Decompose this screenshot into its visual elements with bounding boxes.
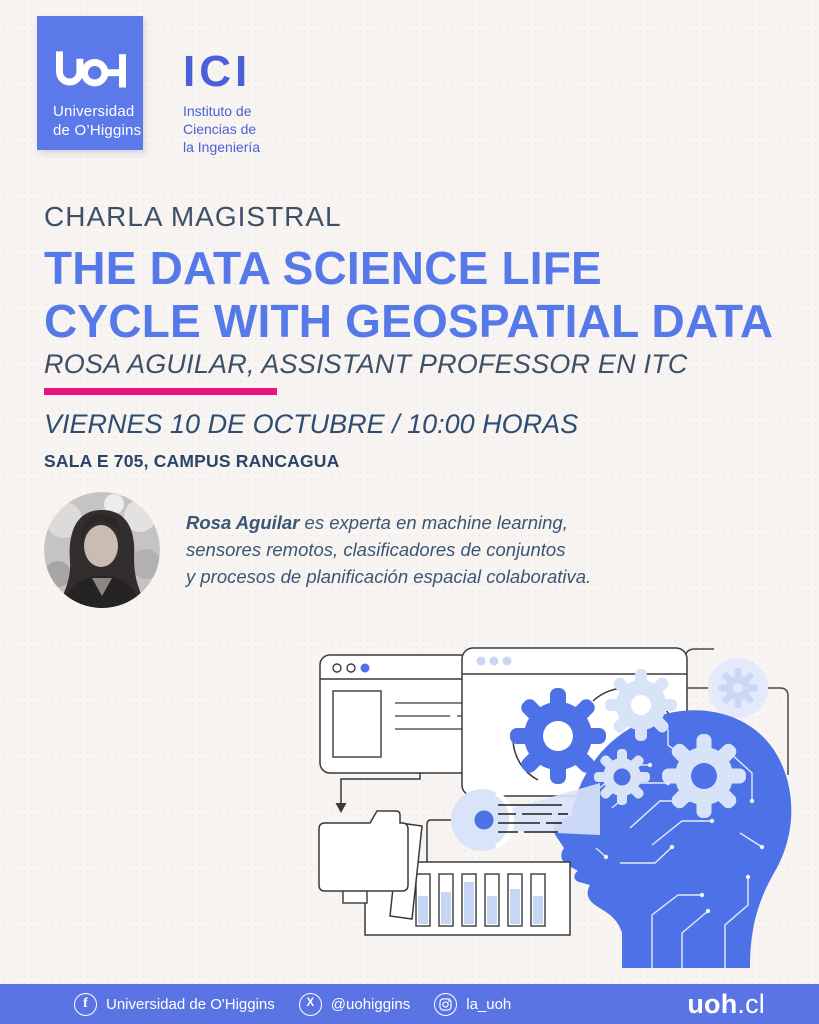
facebook-label: Universidad de O'Higgins [106, 995, 275, 1013]
ici-logo [183, 47, 261, 156]
speaker-bio [186, 509, 591, 590]
facebook-icon: f [74, 993, 97, 1016]
bio-line3: y procesos de planificación espacial colaborativa. [186, 566, 592, 587]
instagram-icon [434, 993, 457, 1016]
facebook-link[interactable] [74, 993, 275, 1016]
bio-line2: sensores remotos, clasificadores de conjuntos [186, 539, 566, 560]
pink-accent-bar [44, 388, 277, 395]
uoh-logo-line1: Universidad [53, 103, 135, 120]
x-link[interactable] [299, 993, 410, 1016]
x-label: @uohiggins [330, 995, 411, 1013]
uoh-logo-icon [53, 48, 129, 90]
instagram-link[interactable] [434, 993, 511, 1016]
x-icon: X [299, 993, 322, 1016]
website-link[interactable] [687, 989, 765, 1020]
gear-icon-light-small [594, 749, 650, 805]
gear-icon-light-top [605, 669, 677, 741]
website-bold: uoh [687, 988, 738, 1019]
bio-line1: es experta en machine learning, [299, 512, 568, 533]
event-title [44, 242, 773, 348]
speaker-portrait-illustration [44, 492, 160, 608]
uoh-logo [37, 16, 143, 150]
ici-line1: Instituto de [183, 103, 252, 119]
uoh-logo-line2: de O’Higgins [53, 122, 142, 139]
small-gear-icon [708, 658, 768, 718]
flow-arrow [341, 773, 420, 803]
data-science-illustration [300, 633, 819, 968]
speaker-name: Rosa Aguilar [186, 512, 300, 533]
speaker-photo [44, 492, 160, 608]
gear-icon-light-large [662, 734, 746, 818]
instagram-label: la_uoh [466, 995, 512, 1013]
ici-line2: Ciencias de [183, 121, 257, 137]
event-datetime: VIERNES 10 DE OCTUBRE / 10:00 HORAS [44, 409, 579, 439]
ici-acronym: ICI [183, 47, 252, 96]
event-location: SALA E 705, CAMPUS RANCAGUA [44, 451, 340, 471]
website-suffix: .cl [737, 988, 765, 1019]
footer-bar [0, 984, 819, 1024]
event-title-line1: THE DATA SCIENCE LIFE [44, 242, 602, 294]
browser-window-small [320, 655, 470, 773]
event-kicker: CHARLA MAGISTRAL [44, 201, 342, 232]
event-title-line2: CYCLE WITH GEOSPATIAL DATA [44, 295, 774, 347]
speaker-line: ROSA AGUILAR, ASSISTANT PROFESSOR EN ITC [44, 349, 688, 379]
ici-line3: la Ingeniería [183, 139, 261, 155]
